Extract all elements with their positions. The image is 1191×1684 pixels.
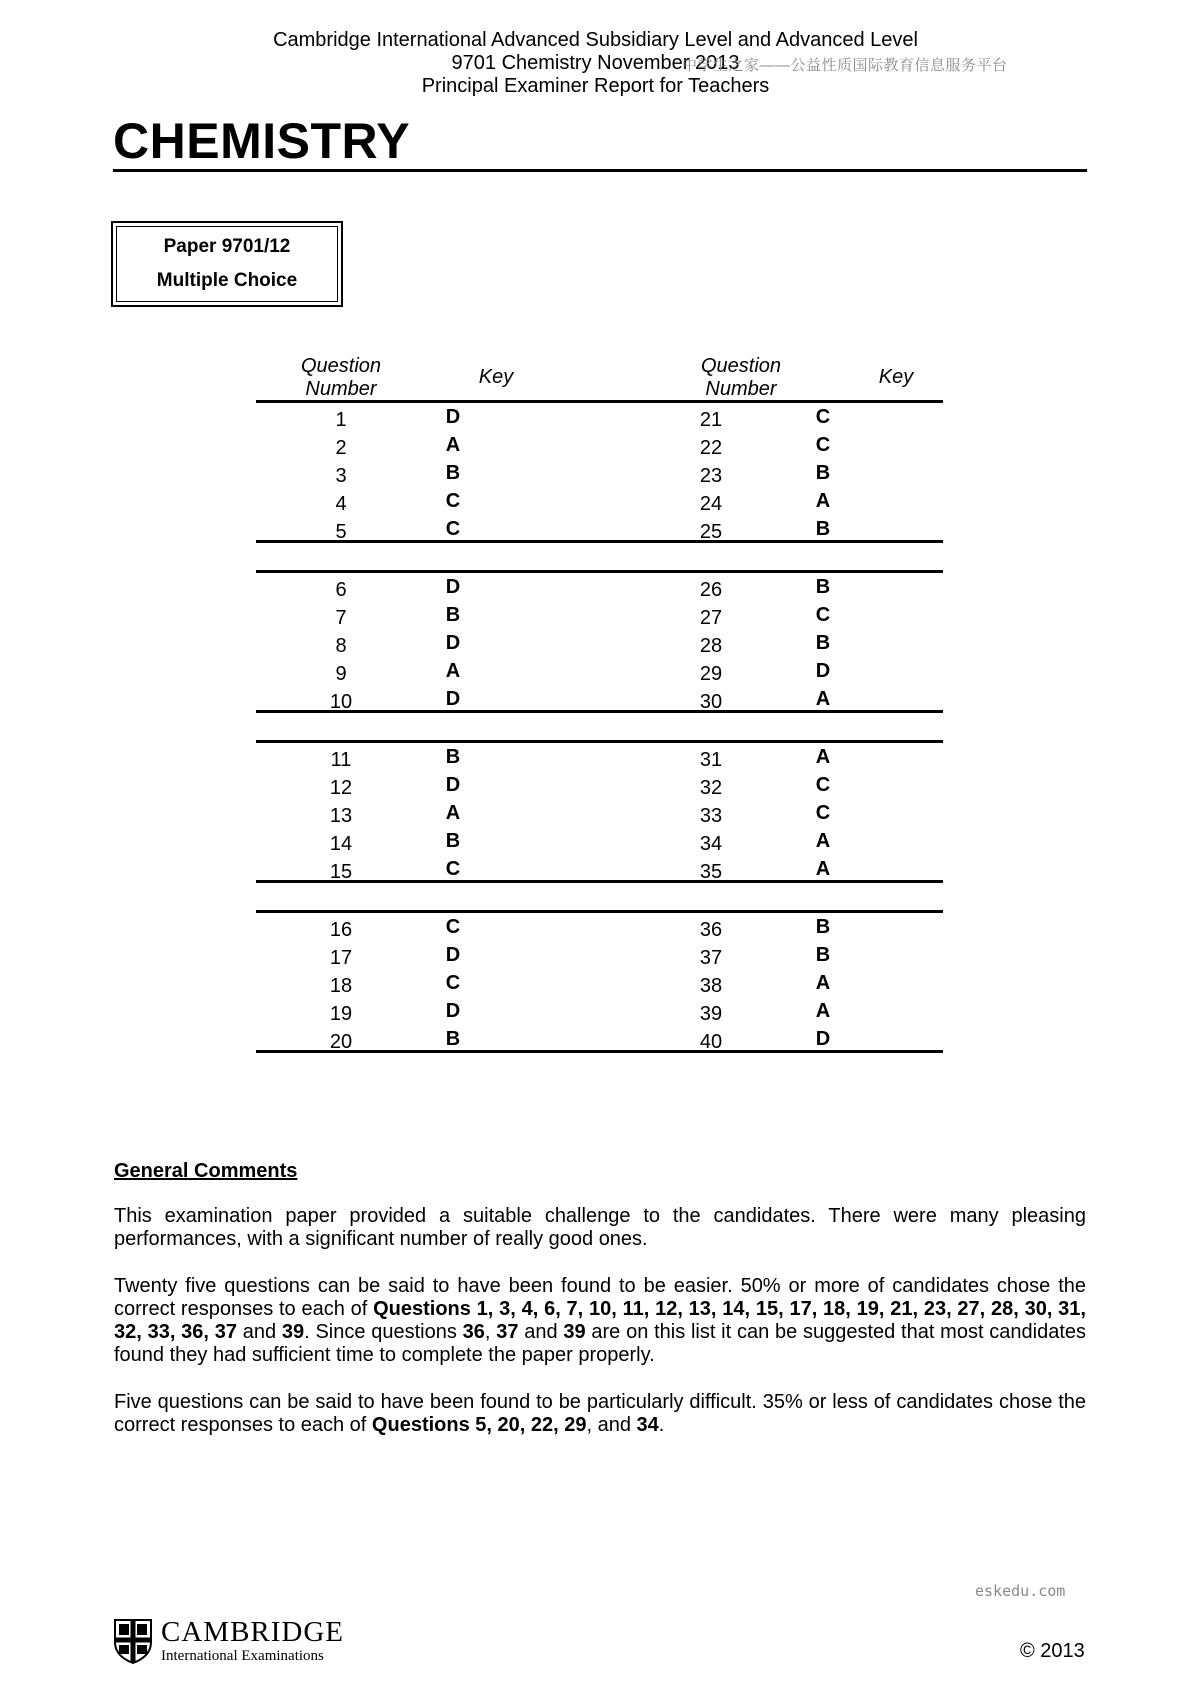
answer-key-cell: B — [445, 746, 461, 768]
logo-name: CAMBRIDGE — [161, 1616, 345, 1648]
answer-key-cell: C — [815, 774, 831, 796]
paper-box-inner — [116, 226, 338, 302]
question-number-cell: 23 — [699, 465, 723, 487]
answer-key-cell: A — [815, 972, 831, 994]
answer-key-cell: C — [445, 858, 461, 880]
answer-key-cell: B — [445, 462, 461, 484]
header-key-left: Key — [478, 366, 514, 388]
title-divider — [113, 169, 1087, 172]
answer-key-cell: B — [445, 830, 461, 852]
text: are on this list it can be suggested that most candidates found they had sufficient time to complete the paper properly. — [114, 1321, 1087, 1366]
question-number-cell: 26 — [699, 579, 723, 601]
shield-icon — [113, 1618, 153, 1664]
question-number-cell: 12 — [329, 777, 353, 799]
paragraph-1: This examination paper provided a suitable challenge to the candidates. There were many pleasing performances, with a significant number of really good ones. — [114, 1205, 1086, 1250]
answer-key-cell: C — [445, 972, 461, 994]
table-rule-top — [256, 400, 943, 403]
copyright: © 2013 — [1020, 1640, 1085, 1662]
paragraph-2 — [114, 1275, 1086, 1367]
header-line-1: Cambridge International Advanced Subsidiary Level and Advanced Level — [273, 29, 918, 51]
question-number-cell: 6 — [335, 579, 347, 601]
question-number-cell: 22 — [699, 437, 723, 459]
question-number-cell: 2 — [335, 437, 347, 459]
text: and — [236, 1321, 282, 1343]
answer-key-cell: D — [445, 774, 461, 796]
text: , and — [586, 1414, 637, 1436]
text: Twenty five questions can be said to have been found to be easier. 50% or more of candidates chose the correct responses to each of — [114, 1275, 1086, 1320]
answer-key-cell: A — [445, 802, 461, 824]
header-question-number-right — [656, 355, 826, 401]
question-number-cell: 25 — [699, 521, 723, 543]
answer-key-cell: D — [815, 660, 831, 682]
answer-key-cell: C — [445, 518, 461, 540]
answer-key-cell: A — [815, 688, 831, 710]
question-number-cell: 31 — [699, 749, 723, 771]
question-number-cell: 15 — [329, 861, 353, 883]
answer-key-cell: B — [815, 916, 831, 938]
bold-text: 39 — [281, 1321, 305, 1343]
paragraph-3 — [114, 1391, 1086, 1437]
answer-key-cell: D — [445, 1000, 461, 1022]
header-number-word: Number — [305, 378, 377, 400]
question-number-cell: 19 — [329, 1003, 353, 1025]
question-number-cell: 5 — [335, 521, 347, 543]
header-question-number-left — [256, 355, 426, 401]
text: and — [518, 1321, 564, 1343]
text: . Since questions — [304, 1321, 463, 1343]
question-number-cell: 34 — [699, 833, 723, 855]
question-number-cell: 10 — [329, 691, 353, 713]
answer-key-cell: B — [815, 632, 831, 654]
question-number-cell: 37 — [699, 947, 723, 969]
question-number-cell: 28 — [699, 635, 723, 657]
answer-key-cell: A — [815, 858, 831, 880]
text: . — [658, 1414, 665, 1436]
header-line-2: 9701 Chemistry November 2013 — [451, 52, 740, 74]
paper-type: Multiple Choice — [156, 270, 298, 291]
answer-key-cell: A — [445, 660, 461, 682]
question-number-cell: 24 — [699, 493, 723, 515]
section-heading: General Comments — [114, 1160, 298, 1182]
question-number-cell: 21 — [699, 409, 723, 431]
answer-key-cell: D — [445, 688, 461, 710]
question-number-cell: 35 — [699, 861, 723, 883]
question-number-cell: 1 — [335, 409, 347, 431]
answer-key-cell: D — [445, 576, 461, 598]
header-question-word: Question — [700, 355, 782, 377]
question-number-cell: 30 — [699, 691, 723, 713]
text: Five questions can be said to have been found to be particularly difficult. 35% or less of candidates chose the correct responses to each of — [114, 1391, 1086, 1436]
answer-key-cell: C — [815, 406, 831, 428]
question-number-cell: 40 — [699, 1031, 723, 1053]
bold-text: 34 — [636, 1414, 659, 1436]
answer-key-cell: A — [815, 746, 831, 768]
question-number-cell: 18 — [329, 975, 353, 997]
page-title: CHEMISTRY — [113, 113, 411, 169]
answer-key-cell: B — [815, 576, 831, 598]
paper-code: Paper 9701/12 — [163, 236, 291, 257]
answer-key-cell: A — [815, 490, 831, 512]
bold-text: 39 — [563, 1321, 586, 1343]
answer-key-cell: C — [445, 490, 461, 512]
answer-key-cell: B — [815, 462, 831, 484]
question-number-cell: 38 — [699, 975, 723, 997]
header-key-right: Key — [878, 366, 914, 388]
answer-key-cell: C — [445, 916, 461, 938]
answer-key-cell: A — [815, 1000, 831, 1022]
text: , — [484, 1321, 497, 1343]
answer-key-cell: B — [815, 518, 831, 540]
question-number-cell: 16 — [329, 919, 353, 941]
bold-text: 37 — [496, 1321, 519, 1343]
question-number-cell: 20 — [329, 1031, 353, 1053]
question-number-cell: 27 — [699, 607, 723, 629]
bold-text: Questions 1, 3, 4, 6, 7, 10, 11, 12, 13, 14, 15, 17, 18, 19, 21, 23, 27, 28, 30, 31, 32, 33, 36, 37 — [114, 1298, 1086, 1343]
answer-key-cell: D — [445, 632, 461, 654]
question-number-cell: 7 — [335, 607, 347, 629]
answer-key-cell: A — [445, 434, 461, 456]
header-number-word: Number — [705, 378, 777, 400]
question-number-cell: 36 — [699, 919, 723, 941]
answer-key-cell: C — [815, 604, 831, 626]
question-number-cell: 4 — [335, 493, 347, 515]
answer-key-cell: A — [815, 830, 831, 852]
question-number-cell: 29 — [699, 663, 723, 685]
answer-key-cell: D — [445, 406, 461, 428]
question-number-cell: 14 — [329, 833, 353, 855]
bold-text: 36 — [462, 1321, 485, 1343]
table-rule-top — [256, 910, 943, 913]
bold-text: Questions 5, 20, 22, 29 — [371, 1414, 587, 1436]
question-number-cell: 8 — [335, 635, 347, 657]
logo-subtitle: International Examinations — [161, 1648, 324, 1664]
question-number-cell: 33 — [699, 805, 723, 827]
watermark-text: 中学生之家——公益性质国际教育信息服务平台 — [682, 57, 1008, 74]
question-number-cell: 39 — [699, 1003, 723, 1025]
answer-key-cell: B — [445, 1028, 461, 1050]
answer-key-cell: C — [815, 802, 831, 824]
question-number-cell: 9 — [335, 663, 347, 685]
table-rule-top — [256, 570, 943, 573]
answer-key-cell: B — [815, 944, 831, 966]
header-question-word: Question — [300, 355, 382, 377]
question-number-cell: 32 — [699, 777, 723, 799]
header-line-3: Principal Examiner Report for Teachers — [421, 75, 770, 97]
answer-key-cell: B — [445, 604, 461, 626]
site-watermark: eskedu.com — [975, 1582, 1066, 1600]
question-number-cell: 17 — [329, 947, 353, 969]
table-rule-top — [256, 740, 943, 743]
answer-key-cell: D — [445, 944, 461, 966]
answer-key-cell: D — [815, 1028, 831, 1050]
question-number-cell: 13 — [329, 805, 353, 827]
question-number-cell: 11 — [330, 749, 352, 771]
question-number-cell: 3 — [335, 465, 347, 487]
answer-key-cell: C — [815, 434, 831, 456]
paper-box — [111, 221, 343, 307]
